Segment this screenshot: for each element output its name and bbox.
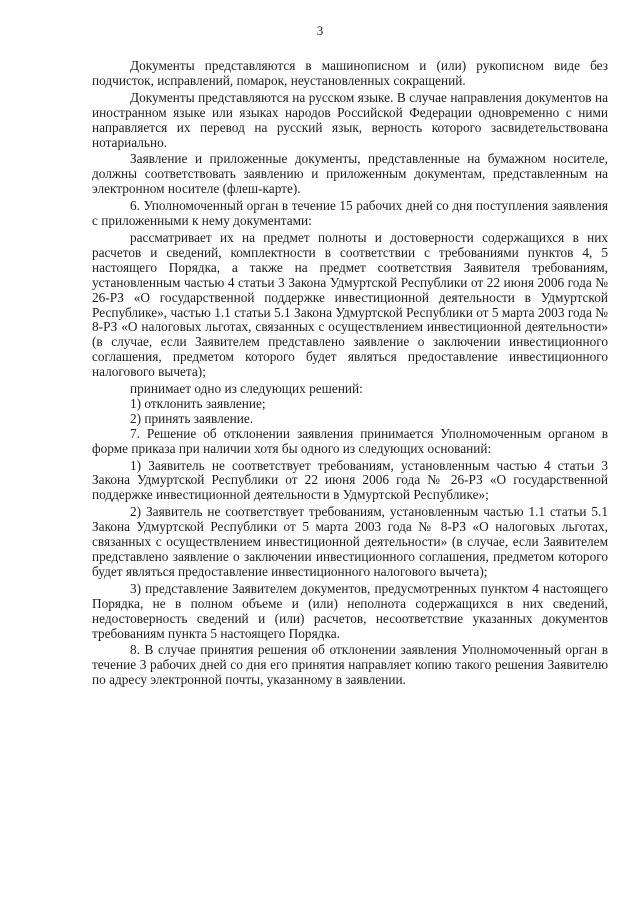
paragraph-ground-2: 2) Заявитель не соответствует требованиям, установленным частью 1.1 статьи 5.1 Закона Удмуртской Республики от 5 марта 2003 года № 8-РЗ «О налоговых льготах, связанных с осуществлением инвестиционной деятельности» (в случае, если Заявителем представлено заявление о заключении инвестиционного соглашения, предметом которого будет являться предоставление инвестиционного налогового вычета); <box>92 504 608 579</box>
paragraph-item-6: 6. Уполномоченный орган в течение 15 рабочих дней со дня поступления заявления с приложенными к нему документами: <box>92 198 608 229</box>
paragraph-language-requirements: Документы представляются на русском языке. В случае направления документов на иностранном языке или языках народов Российской Федерации одновременно с ними направляется их перевод на русский язык, верность которого засвидетельствована нотариально. <box>92 89 608 150</box>
paragraph-item-8: 8. В случае принятия решения об отклонении заявления Уполномоченный орган в течение 3 рабочих дней со дня его принятия направляет копию такого решения Заявителю по адресу электронной почты, указанному в заявлении. <box>92 642 608 688</box>
paragraph-ground-1: 1) Заявитель не соответствует требованиям, установленным частью 4 статьи 3 Закона Удмуртской Республики от 22 июня 2006 года № 26-РЗ «О государственной поддержке инвестиционной деятельности в Удмуртской Республике»; <box>92 457 608 503</box>
paragraph-media-correspondence: Заявление и приложенные документы, представленные на бумажном носителе, должны соответствовать заявлению и приложенным документам, представленным на электронном носителе (флеш-карте). <box>92 151 608 197</box>
paragraph-ground-3: 3) представление Заявителем документов, предусмотренных пунктом 4 настоящего Порядка, не в полном объеме и (или) неполнота содержащихся в них сведений, недостоверность сведений и (или) расчетов, несоответствие указанных документов требованиям пункта 5 настоящего Порядка. <box>92 580 608 641</box>
paragraph-decision-intro: принимает одно из следующих решений: <box>130 381 363 397</box>
paragraph-format-requirements: Документы представляются в машинописном и (или) рукописном виде без подчисток, исправлений, помарок, неустановленных сокращений. <box>92 58 608 88</box>
paragraph-item-7: 7. Решение об отклонении заявления принимается Уполномоченным органом в форме приказа при наличии хотя бы одного из следующих оснований: <box>92 425 608 456</box>
paragraph-review-scope: рассматривает их на предмет полноты и достоверности содержащихся в них расчетов и сведений, комплектности в соответствии с требованиями пунктов 4, 5 настоящего Порядка, а также на предмет соответствия Заявителя требованиям, установленным частью 4 статьи 3 Закона Удмуртской Республики от 22 июня 2006 года № 26-РЗ «О государственной поддержке инвестиционной деятельности в Удмуртской Республике», частью 1.1 статьи 5.1 Закона Удмуртской Республики от 5 марта 2003 года № 8-РЗ «О налоговых льготах, связанных с осуществлением инвестиционной деятельности» (в случае, если Заявителем представлено заявление о заключении инвестиционного соглашения, предметом которого будет являться предоставление инвестиционного налогового вычета); <box>92 229 608 380</box>
page-number: 3 <box>316 23 324 38</box>
paragraph-decision-reject: 1) отклонить заявление; <box>130 395 266 411</box>
document-body <box>92 59 608 688</box>
paragraph-decision-accept: 2) принять заявление. <box>130 410 254 426</box>
